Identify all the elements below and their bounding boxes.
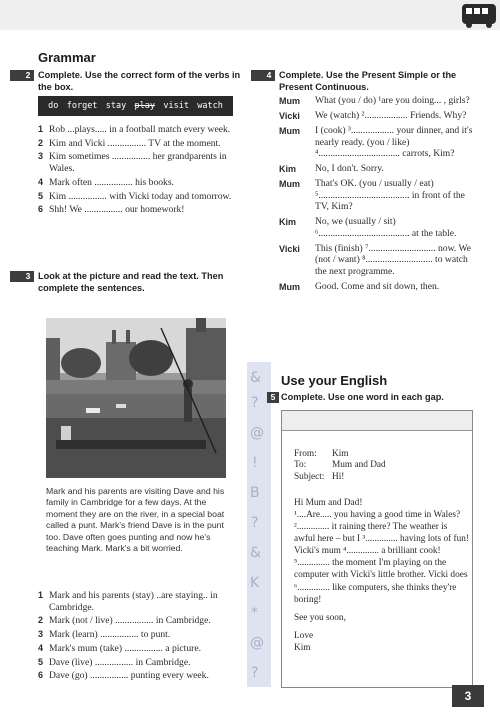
list-item: 4 Mark often ................ his books. <box>38 176 174 188</box>
dialogue-line: Vicki This (finish) ⁷............................ now. We (not / want) ⁸............................ to watch the next programme. <box>279 242 472 277</box>
word-box-item: stay <box>105 100 127 111</box>
svg-text:?: ? <box>251 665 259 681</box>
list-item: 3 Kim sometimes ................ her grandparents in Wales. <box>38 151 227 175</box>
svg-text:!: ! <box>252 455 258 471</box>
header-bar <box>0 0 500 44</box>
email-toolbar <box>282 411 472 431</box>
decorative-strip <box>247 362 271 687</box>
svg-text:@: @ <box>250 635 264 651</box>
word-box <box>38 96 233 116</box>
word-box-item: visit <box>163 100 189 111</box>
svg-text:?: ? <box>251 395 259 411</box>
list-item: 5 Dave (live) ................ in Cambridge. <box>38 656 191 668</box>
exercise-3-number: 3 <box>22 271 34 283</box>
story-paragraph: Mark and his parents are visiting Dave and his family in Cambridge for a few days. At the moment they are on the river, in a special boat called a punt. Mark's friend Dave is in the punt too. Dave often goes punting and now he's teaching Mark. Mark's a bit worried. <box>46 486 225 554</box>
svg-text:?: ? <box>251 515 259 531</box>
svg-text:&: & <box>250 545 261 561</box>
svg-text:K: K <box>250 575 260 591</box>
exercise-4-instruction: Complete. Use the Present Simple or the Present Continuous. <box>279 70 457 92</box>
list-item: 6 Dave (go) ................ punting every week. <box>38 670 209 682</box>
word-box-item: do <box>48 100 59 111</box>
dialogue-line: Vicki We (watch) ².................. Friends. Why? <box>279 109 467 121</box>
word-box-item: watch <box>197 100 223 111</box>
list-item: 5 Kim ................ with Vicki today and tomorrow. <box>38 190 232 202</box>
exercise-3-instruction: Look at the picture and read the text. Then complete the sentences. <box>38 271 224 293</box>
list-item: 2 Kim and Vicki ................ TV at the moment. <box>38 137 221 149</box>
dialogue-line: Kim No, I don't. Sorry. <box>279 163 384 175</box>
exercise-5-instruction: Complete. Use one word in each gap. <box>281 392 444 402</box>
dialogue-line: Mum Good. Come and sit down, then. <box>279 280 440 292</box>
svg-text:*: * <box>251 605 258 621</box>
email-window <box>281 410 473 688</box>
section-title: Grammar <box>38 50 96 65</box>
list-item: 2 Mark (not / live) ................ in Cambridge. <box>38 615 211 627</box>
email-body: Hi Mum and Dad! ¹....Are..... you having a good time in Wales? ².............. it raining there? The weather is awful here – but I ³.............. having lots of fun! Vicki's mum ⁴.............. a brilliant cook! ⁵.............. the moment I'm playing on the computer with Vicki's little brother. Vicki does ⁶.............. like computers, she thinks they're boring! See you soon, Love Kim <box>294 498 470 653</box>
dialogue <box>279 95 479 296</box>
email-header: From: Kim To: Mum and Dad Subject: Hi! <box>294 449 386 482</box>
use-english-title: Use your English <box>281 373 388 388</box>
svg-text:B: B <box>250 485 260 501</box>
dialogue-line: Kim No, we (usually / sit) ⁶...................................... at the table. <box>279 216 457 239</box>
list-item: 4 Mark's mum (take) ................ a picture. <box>38 642 201 654</box>
word-box-item-used: play <box>134 100 156 111</box>
list-item: 1 Mark and his parents (stay) ..are staying.. in Cambridge. <box>38 590 218 613</box>
svg-text:@: @ <box>250 425 264 441</box>
list-item: 1 Rob ...plays..... in a football match every week. <box>38 124 231 135</box>
exercise-2-list <box>38 124 238 218</box>
dialogue-line: Mum What (you / do) ¹are you doing... , girls? <box>279 95 470 106</box>
list-item: 6 Shh! We ................ our homework! <box>38 204 185 216</box>
punting-photo <box>46 318 226 478</box>
page-number: 3 <box>452 685 484 707</box>
dialogue-line: Mum I (cook) ³.................. your dinner, and it's nearly ready. (you / like) ⁴.................................. carrots, Kim? <box>279 124 473 160</box>
svg-text:&: & <box>250 370 261 386</box>
exercise-5-number: 5 <box>267 392 279 404</box>
dialogue-line: Mum That's OK. (you / usually / eat) ⁵...................................... in front of the TV, Kim? <box>279 178 465 213</box>
exercise-2-instruction: Complete. Use the correct form of the verbs in the box. <box>38 70 241 92</box>
exercise-2-number: 2 <box>22 70 34 82</box>
exercise-3-list <box>38 590 238 684</box>
word-box-item: forget <box>66 100 98 111</box>
exercise-4-number: 4 <box>263 70 275 82</box>
list-item: 3 Mark (learn) ................ to punt. <box>38 629 171 641</box>
